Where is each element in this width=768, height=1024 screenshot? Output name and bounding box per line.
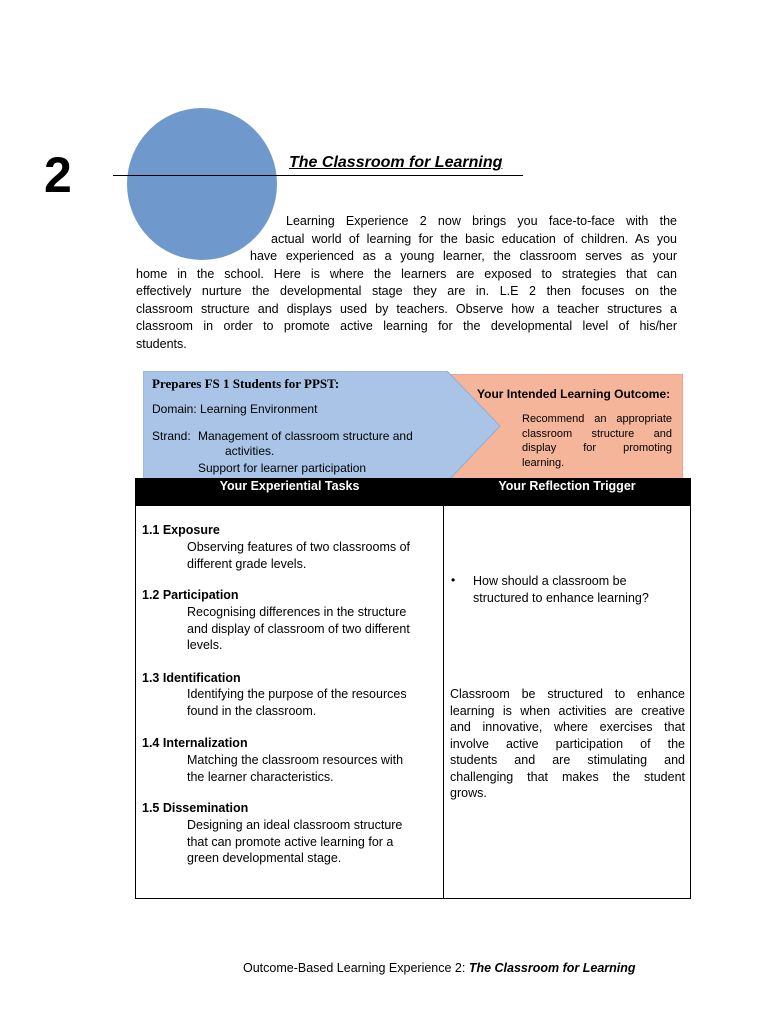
outcome-heading: Your Intended Learning Outcome: [477, 387, 671, 401]
task-line: and display of classroom of two different [187, 621, 410, 636]
answer-line: Classroom be structured to enhance [450, 687, 685, 701]
bullet-icon: • [451, 573, 456, 587]
table-header [136, 479, 690, 506]
outcome-text [522, 412, 672, 470]
task-line: Matching the classroom resources with [187, 753, 404, 767]
ppst-strand-2: Support for learner participation [198, 461, 367, 475]
intro-line: actual world of learning for the basic education of children. As you [271, 232, 677, 246]
task-heading: 1.5 Dissemination [142, 801, 249, 815]
answer-line: and innovative, where exercises that [450, 720, 685, 734]
outcome-line: learning. [522, 456, 565, 469]
task-line: levels. [187, 638, 223, 652]
footer-prefix: Outcome-Based Learning Experience 2: [243, 961, 469, 975]
task-line: Observing features of two classrooms of [187, 540, 411, 554]
task-heading: 1.4 Internalization [142, 736, 248, 750]
ppst-strand-1-cont: activities. [225, 444, 275, 458]
intro-line: classroom in order to promote active learning for the developmental level of his/her [136, 319, 677, 333]
task-line: Identifying the purpose of the resources [187, 687, 407, 701]
answer-line: learning is when activities are creative [450, 703, 685, 718]
intro-line: effectively nurture the developmental stage they are in. L.E 2 then focuses on the [136, 284, 677, 298]
header-reflection-trigger: Your Reflection Trigger [498, 479, 636, 493]
answer-line: challenging that makes the student [450, 769, 685, 784]
ppst-heading: Prepares FS 1 Students for PPST: [152, 376, 340, 391]
question-line: structured to enhance learning? [473, 590, 649, 605]
task-text [187, 817, 402, 867]
task-line: found in the classroom. [187, 703, 317, 718]
outcome-line: Recommend an appropriate [522, 413, 672, 425]
decorative-circle [127, 108, 277, 260]
answer-line: grows. [450, 786, 487, 800]
task-heading: 1.2 Participation [142, 588, 239, 602]
page-title: The Classroom for Learning [289, 154, 503, 171]
outcome-line: classroom structure and [522, 427, 672, 440]
ppst-strand-label: Strand: [152, 429, 191, 443]
task-text [187, 604, 410, 654]
ppst-domain: Domain: Learning Environment [152, 402, 318, 416]
column-divider [443, 479, 444, 898]
footer-title: The Classroom for Learning [468, 961, 636, 975]
outcome-line: display for promoting [522, 442, 672, 454]
task-line: green developmental stage. [187, 851, 342, 865]
chapter-number: 2 [44, 147, 72, 203]
task-line: that can promote active learning for a [187, 834, 394, 849]
ppst-strand-1: Management of classroom structure and [198, 429, 413, 443]
task-line: the learner characteristics. [187, 769, 334, 784]
tasks-table [135, 478, 691, 899]
intro-line: have experienced as a young learner, the classroom serves as your [250, 249, 677, 263]
task-text [187, 752, 403, 785]
task-heading: 1.3 Identification [142, 671, 241, 685]
intro-line: classroom structure and displays used by teachers. Observe how a teacher structures a [136, 302, 677, 316]
task-line: different grade levels. [187, 556, 307, 571]
task-line: Recognising differences in the structure [187, 605, 407, 619]
task-text [187, 539, 410, 572]
intro-line: Learning Experience 2 now brings you face-to-face with the [286, 214, 677, 228]
question-line: How should a classroom be [473, 574, 627, 588]
answer-line: students and are stimulating and [450, 753, 685, 767]
header-experiential-tasks: Your Experiential Tasks [219, 479, 360, 493]
intro-line: home in the school. Here is where the learners are exposed to strategies that can [136, 267, 677, 281]
answer-line: involve active participation of the [450, 736, 685, 751]
intro-line: students. [136, 337, 187, 351]
ppst-banner [143, 371, 501, 482]
reflection-answer [450, 686, 685, 802]
task-line: Designing an ideal classroom structure [187, 818, 403, 832]
task-heading: 1.1 Exposure [142, 523, 220, 537]
page-footer [243, 961, 636, 975]
reflection-question [473, 573, 649, 606]
title-rule [113, 175, 523, 176]
task-text [187, 686, 407, 719]
